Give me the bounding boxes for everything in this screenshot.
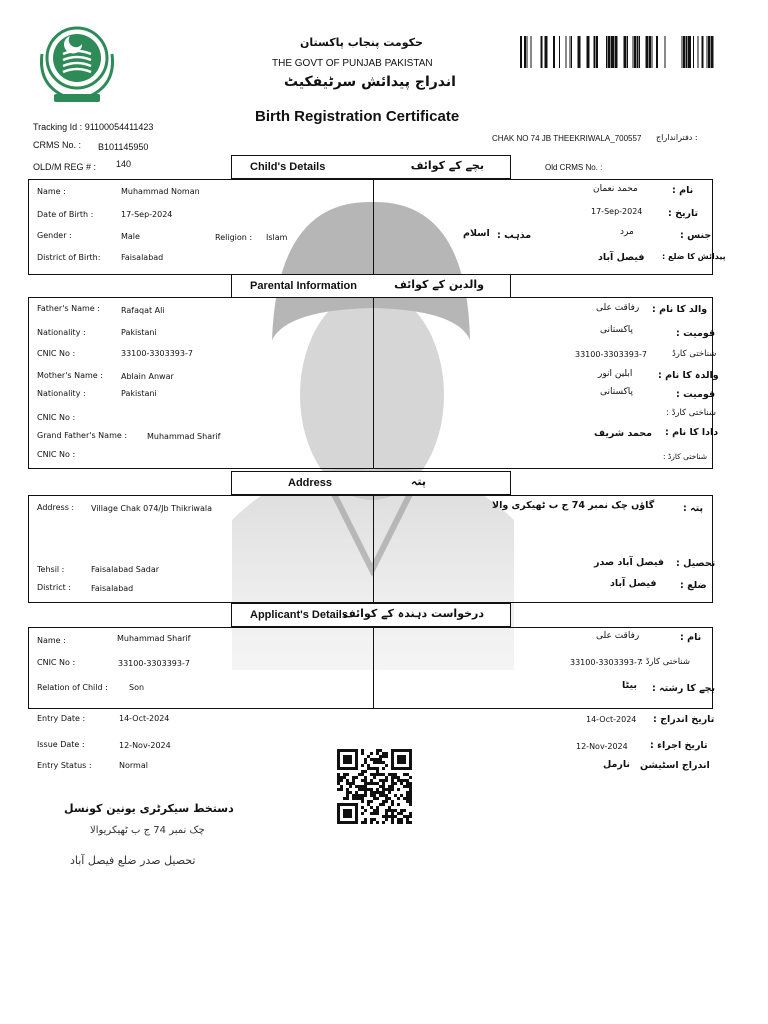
ur-tehsil-value: فیصل آباد صدر — [594, 557, 664, 568]
ur-mother-cnic-label: شناختی کارڈ : — [666, 408, 716, 418]
ur-applicant-name-label: نام : — [680, 632, 702, 643]
old-reg-label: OLD/M REG # : — [33, 162, 97, 172]
issue-date-label: Issue Date : — [37, 740, 85, 749]
child-religion-value: Islam — [266, 233, 288, 242]
child-religion-label: Religion : — [215, 233, 253, 242]
district-label: District : — [37, 583, 71, 592]
child-dob-label: Date of Birth : — [37, 210, 94, 219]
old-reg-value: 140 — [116, 159, 132, 169]
address-value: Village Chak 074/Jb Thikriwala — [91, 504, 212, 513]
tab-label-en: Address — [288, 477, 333, 489]
ur-address-label: پتہ : — [683, 503, 704, 514]
tab-applicants-details — [231, 603, 511, 627]
child-ur-religion-value: اسلام — [463, 228, 490, 239]
ur-mother-value: ابلین انور — [598, 369, 633, 379]
applicant-cnic-value: 33100-3303393-7 — [118, 659, 190, 668]
ur-father-value: رفاقت علی — [596, 303, 640, 313]
child-ur-district-label: پیدائش کا ضلع : — [662, 252, 726, 261]
parental-info-box — [28, 297, 716, 469]
tab-parental-information — [231, 274, 511, 298]
office-value: CHAK NO 74 JB THEEKRIWALA_700557 — [492, 134, 642, 143]
ur-district-value: فیصل آباد — [610, 578, 657, 589]
entry-date-value: 14-Oct-2024 — [119, 714, 170, 723]
child-ur-dob-label: تاریخ : — [668, 208, 699, 219]
ur-father-label: والد کا نام : — [652, 304, 708, 315]
ur-nationality-1-label: قومیت : — [676, 328, 716, 339]
qr-code-icon — [337, 749, 412, 824]
tab-label-ur: پتہ — [410, 475, 426, 488]
district-value: Faisalabad — [91, 584, 134, 593]
tab-label-en: Parental Information — [250, 280, 357, 292]
ur-nationality-2-value: پاکستانی — [600, 387, 634, 397]
child-ur-name-label: نام : — [672, 185, 694, 196]
child-ur-name-value: محمد نعمان — [593, 184, 638, 194]
crms-value: B101145950 — [98, 142, 149, 152]
ur-father-cnic-label: شناختی کارڈ — [672, 349, 717, 359]
tab-address — [231, 471, 511, 495]
grandfather-value: Muhammad Sharif — [147, 432, 221, 441]
child-dob-value: 17-Sep-2024 — [121, 210, 173, 219]
father-cnic-value: 33100-3303393-7 — [121, 349, 193, 358]
child-name-value: Muhammad Noman — [121, 187, 200, 196]
child-ur-gender-label: جنس : — [680, 230, 712, 241]
ur-applicant-cnic-value: 33100-3303393-7 — [570, 658, 642, 667]
old-crms-label: Old CRMS No. : — [545, 163, 603, 172]
ur-address-value: گاؤں چک نمبر 74 ج ب ٹھیکری والا — [492, 500, 655, 511]
issue-date-value: 12-Nov-2024 — [119, 741, 171, 750]
child-ur-district-value: فیصل آباد — [598, 252, 645, 263]
child-gender-value: Male — [121, 232, 140, 241]
child-district-label: District of Birth: — [37, 253, 101, 262]
ur-applicant-cnic-label: شناختی کارڈ : — [640, 657, 690, 667]
signature-line-2: تحصیل صدر ضلع فیصل آباد — [70, 854, 196, 867]
ur-issue-date-value: 12-Nov-2024 — [576, 742, 628, 751]
nationality-1-label: Nationality : — [37, 328, 86, 337]
grandfather-label: Grand Father's Name : — [37, 431, 128, 440]
ur-relation-value: بیٹا — [622, 680, 637, 691]
crms-label: CRMS No. : — [33, 140, 82, 150]
entry-date-label: Entry Date : — [37, 714, 86, 723]
applicant-name-label: Name : — [37, 636, 66, 645]
tab-label-ur: والدین کے کوائف — [394, 278, 484, 291]
applicant-cnic-label: CNIC No : — [37, 658, 76, 667]
ur-applicant-name-value: رفاقت علی — [596, 631, 640, 641]
child-ur-religion-label: مذہب : — [497, 230, 532, 241]
address-label: Address : — [37, 503, 75, 512]
ur-status-label: اندراج اسٹیشن — [640, 760, 710, 771]
title-urdu: اندراج پیدائش سرٹیفکیٹ — [284, 74, 456, 90]
office-urdu-label: : دفترانداراج — [656, 133, 698, 142]
mother-value: Ablain Anwar — [121, 372, 174, 381]
tab-label-ur: بچے کے کوائف — [410, 159, 484, 172]
mother-cnic-label: CNIC No : — [37, 413, 76, 422]
barcode-icon — [520, 36, 716, 68]
signature-title: دستخط سیکرٹری یونین کونسل — [64, 802, 234, 815]
applicant-name-value: Muhammad Sharif — [117, 634, 191, 643]
govt-urdu-heading: حکومت پنجاب پاکستان — [300, 36, 423, 49]
tehsil-label: Tehsil : — [37, 565, 65, 574]
ur-relation-label: بچے کا رشتہ : — [652, 683, 716, 694]
nationality-1-value: Pakistani — [121, 328, 157, 337]
ur-status-value: نارمل — [603, 759, 630, 770]
ur-grandfather-label: دادا کا نام : — [665, 427, 719, 438]
father-label: Father's Name : — [37, 304, 100, 313]
page-title: Birth Registration Certificate — [255, 108, 460, 125]
tab-label-ur: درخواست دہندہ کے کوائف — [342, 607, 484, 620]
relation-label: Relation of Child : — [37, 683, 108, 692]
child-name-label: Name : — [37, 187, 66, 196]
govt-english-heading: THE GOVT OF PUNJAB PAKISTAN — [272, 58, 433, 69]
tab-label-en: Child's Details — [250, 161, 326, 173]
ur-district-label: ضلع : — [680, 580, 707, 591]
tracking-value: 91100054411423 — [84, 122, 154, 132]
grandfather-cnic-label: CNIC No : — [37, 450, 76, 459]
tab-label-en: Applicant's Details — [250, 609, 348, 621]
relation-value: Son — [129, 683, 145, 692]
entry-status-label: Entry Status : — [37, 761, 92, 770]
child-district-value: Faisalabad — [121, 253, 164, 262]
ur-tehsil-label: تحصیل : — [676, 558, 716, 569]
tracking-label: Tracking Id : — [33, 122, 83, 132]
tab-childs-details — [231, 155, 511, 179]
child-ur-gender-value: مرد — [620, 227, 634, 237]
child-gender-label: Gender : — [37, 231, 72, 240]
mother-label: Mother's Name : — [37, 371, 103, 380]
signature-line-1: چک نمبر 74 ج ب ٹھیکریوالا — [90, 825, 205, 836]
father-value: Rafaqat Ali — [121, 306, 165, 315]
ur-entry-date-label: تاریخ اندراج : — [653, 714, 715, 725]
ur-grandfather-cnic-label: شناختی کارڈ : — [663, 452, 708, 461]
entry-status-value: Normal — [119, 761, 148, 770]
ur-mother-label: والدہ کا نام : — [658, 370, 719, 381]
tehsil-value: Faisalabad Sadar — [91, 565, 160, 574]
ur-entry-date-value: 14-Oct-2024 — [586, 715, 637, 724]
punjab-emblem-icon — [34, 14, 120, 108]
child-ur-dob-value: 17-Sep-2024 — [591, 207, 643, 216]
nationality-2-value: Pakistani — [121, 389, 157, 398]
nationality-2-label: Nationality : — [37, 389, 86, 398]
ur-father-cnic-value: 33100-3303393-7 — [575, 350, 647, 359]
ur-grandfather-value: محمد شریف — [594, 428, 653, 439]
father-cnic-label: CNIC No : — [37, 349, 76, 358]
ur-issue-date-label: تاریخ اجراء : — [650, 740, 708, 751]
ur-nationality-1-value: پاکستانی — [600, 325, 634, 335]
ur-nationality-2-label: قومیت : — [676, 389, 716, 400]
